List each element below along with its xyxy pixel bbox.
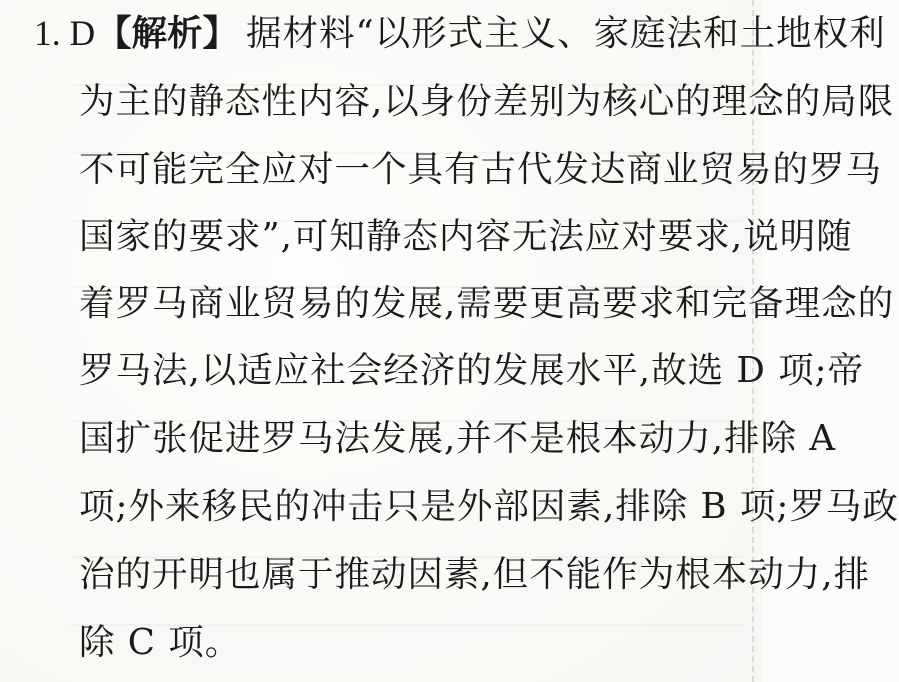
answer-line-4 (79, 216, 853, 257)
answer-text: 国扩张促进罗马法发展,并不是根本动力,排除 A (79, 418, 836, 459)
answer-line-10 (79, 622, 242, 663)
answer-text: 国家的要求”,可知静态内容无法应对要求,说明随 (79, 216, 853, 257)
answer-text: 不可能完全应对一个具有古代发达商业贸易的罗马 (79, 149, 883, 190)
answer-text: 项;外来移民的冲击只是外部因素,排除 B 项;罗马政 (79, 486, 899, 527)
answer-line-6 (79, 350, 865, 391)
answer-text: 为主的静态性内容,以身份差别为核心的理念的局限 (79, 81, 895, 122)
answer-line-2 (79, 81, 895, 122)
answer-line-5 (79, 283, 895, 324)
answer-text: 罗马法,以适应社会经济的发展水平,故选 D 项;帝 (79, 350, 865, 391)
answer-line-9 (79, 554, 871, 595)
answer-line-8 (79, 486, 899, 527)
question-number: 1. D (34, 13, 96, 53)
answer-line-7 (79, 418, 836, 459)
answer-text: 除 C 项。 (79, 622, 242, 663)
answer-line-3 (79, 149, 883, 190)
answer-text: 治的开明也属于推动因素,但不能作为根本动力,排 (79, 554, 871, 595)
answer-line-1 (34, 13, 886, 54)
answer-text: 着罗马商业贸易的发展,需要更高要求和完备理念的 (79, 283, 895, 324)
analysis-tag: 【解析】 (96, 13, 239, 54)
answer-text: 据材料“以形式主义、家庭法和土地权利 (246, 13, 886, 54)
